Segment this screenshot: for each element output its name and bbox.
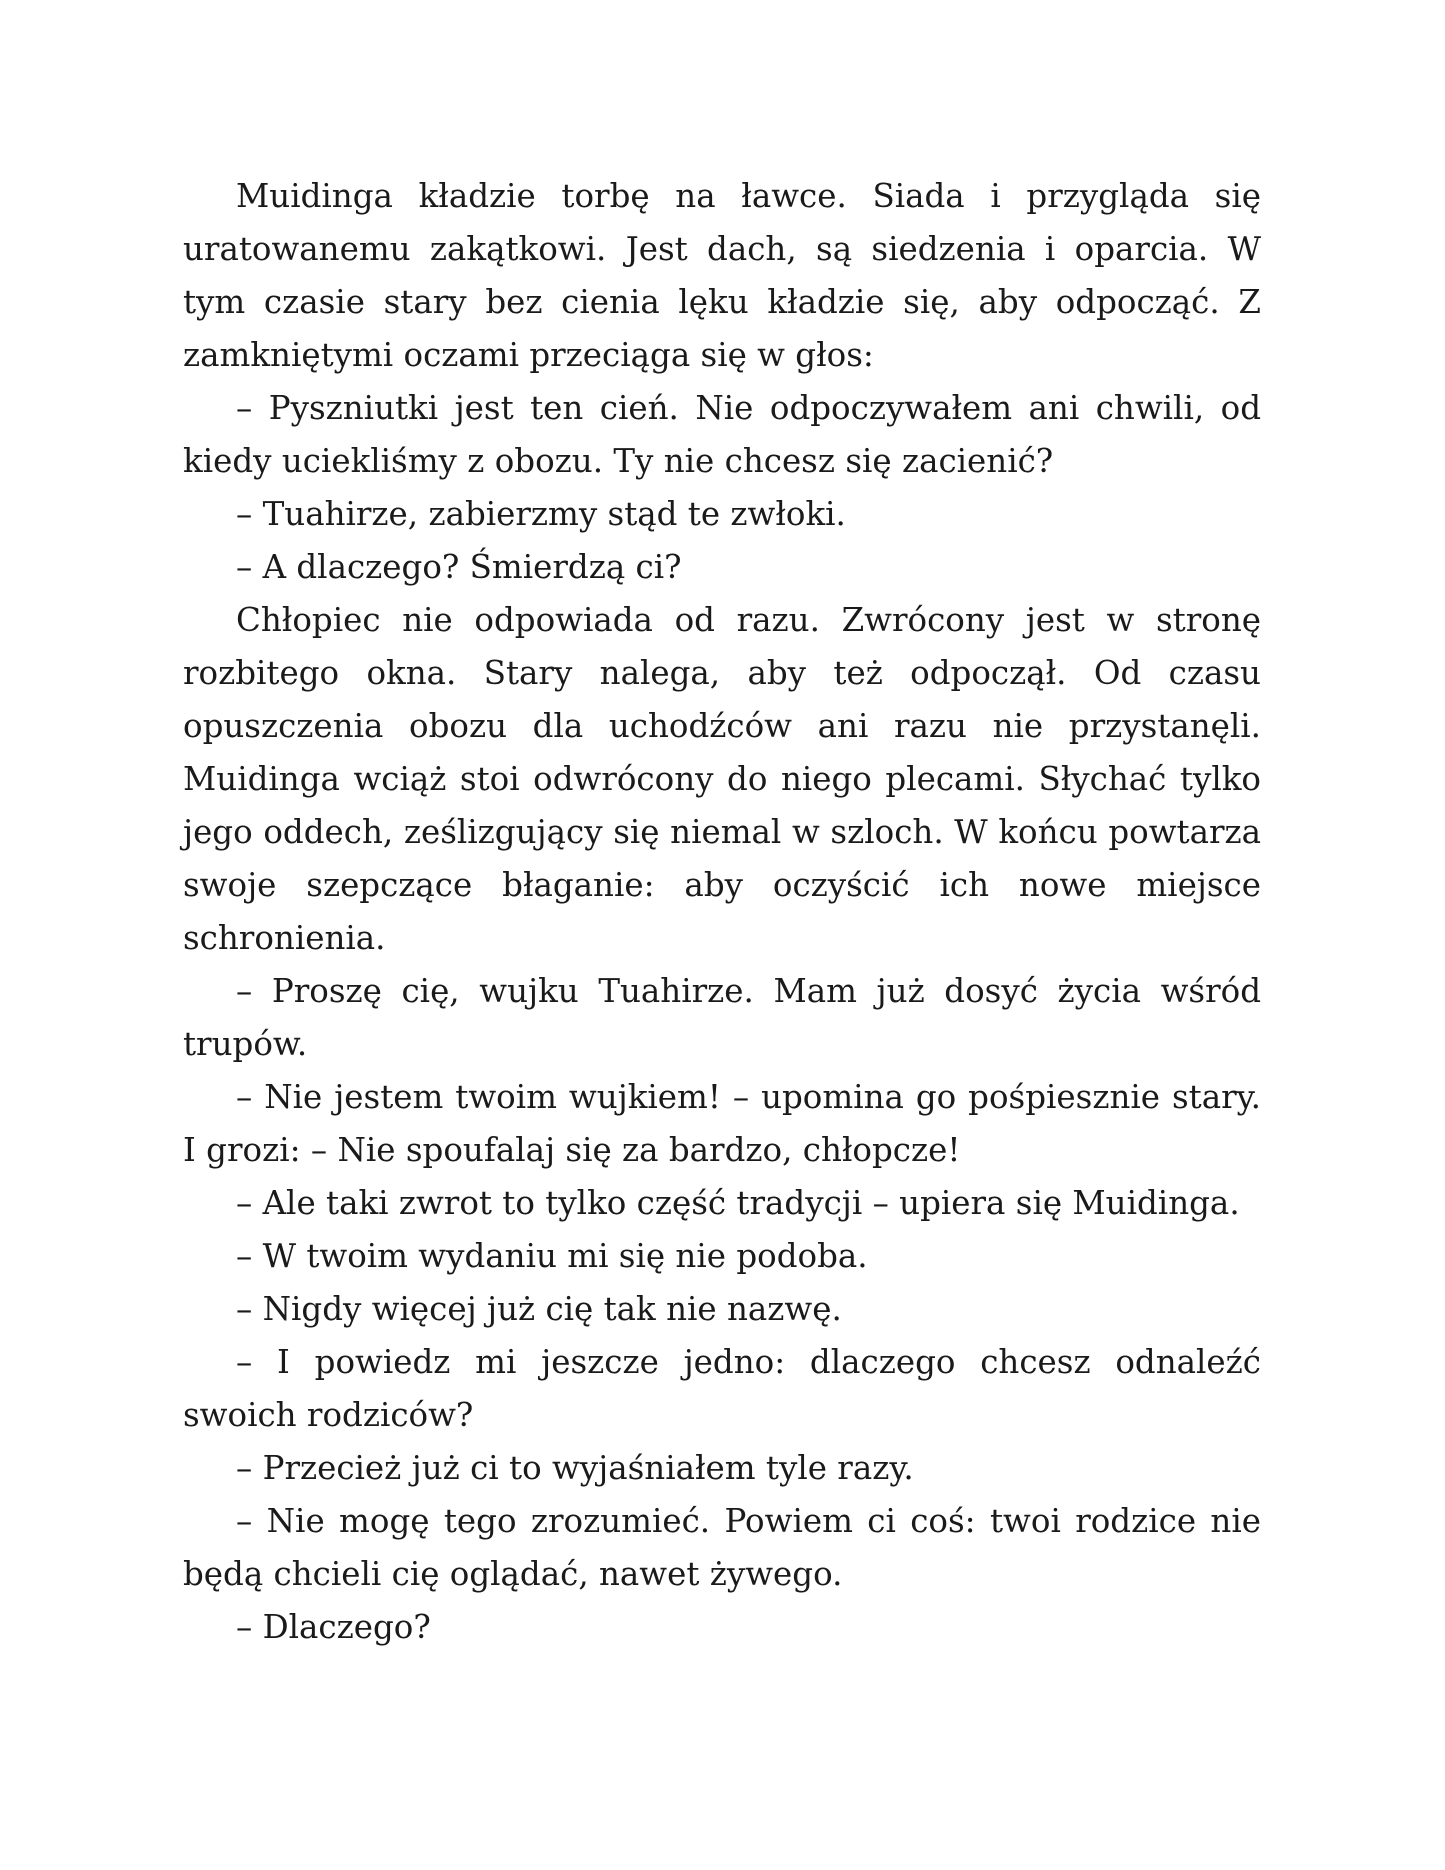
dialogue-line: – Dlaczego? <box>236 1608 431 1646</box>
dialogue-line: – Nie mogę tego zrozumieć. Powiem ci coś: twoi rodzice nie będą chcieli cię oglądać, nawet żywego. <box>183 1502 1261 1593</box>
paragraph: Muidinga kładzie torbę na ławce. Siada i przygląda się uratowanemu zakątkowi. Jest dach, są siedzenia i oparcia. W tym czasie stary bez cienia lęku kładzie się, aby odpocząć. Z zamkniętymi oczami przeciąga się w głos: <box>183 177 1261 374</box>
dialogue-line: – Ale taki zwrot to tylko część tradycji – upiera się Muidinga. <box>236 1184 1240 1222</box>
dialogue-line: – I powiedz mi jeszcze jedno: dlaczego chcesz odnaleźć swoich rodziców? <box>183 1343 1261 1434</box>
dialogue-line: – Tuahirze, zabierzmy stąd te zwłoki. <box>236 495 846 533</box>
dialogue-line: – Nie jestem twoim wujkiem! – upomina go pośpiesznie stary. I grozi: – Nie spoufalaj się za bardzo, chłopcze! <box>183 1078 1261 1169</box>
body-text <box>183 170 1261 1654</box>
paragraph: Chłopiec nie odpowiada od razu. Zwrócony jest w stronę rozbitego okna. Stary nalega, aby też odpoczął. Od czasu opuszczenia obozu dla uchodźców ani razu nie przystanęli. Muidinga wciąż stoi odwrócony do niego plecami. Słychać tylko jego oddech, ześlizgujący się niemal w szloch. W końcu powtarza swoje szepczące błaganie: aby oczyścić ich nowe miejsce schronienia. <box>183 601 1261 957</box>
dialogue-line: – Przecież już ci to wyjaśniałem tyle razy. <box>236 1449 914 1487</box>
dialogue-line: – Proszę cię, wujku Tuahirze. Mam już dosyć życia wśród trupów. <box>183 972 1261 1063</box>
dialogue-line: – A dlaczego? Śmierdzą ci? <box>236 548 682 586</box>
dialogue-line: – Nigdy więcej już cię tak nie nazwę. <box>236 1290 842 1328</box>
dialogue-line: – Pyszniutki jest ten cień. Nie odpoczywałem ani chwili, od kiedy uciekliśmy z obozu. Ty nie chcesz się zacienić? <box>183 389 1261 480</box>
dialogue-line: – W twoim wydaniu mi się nie podoba. <box>236 1237 868 1275</box>
